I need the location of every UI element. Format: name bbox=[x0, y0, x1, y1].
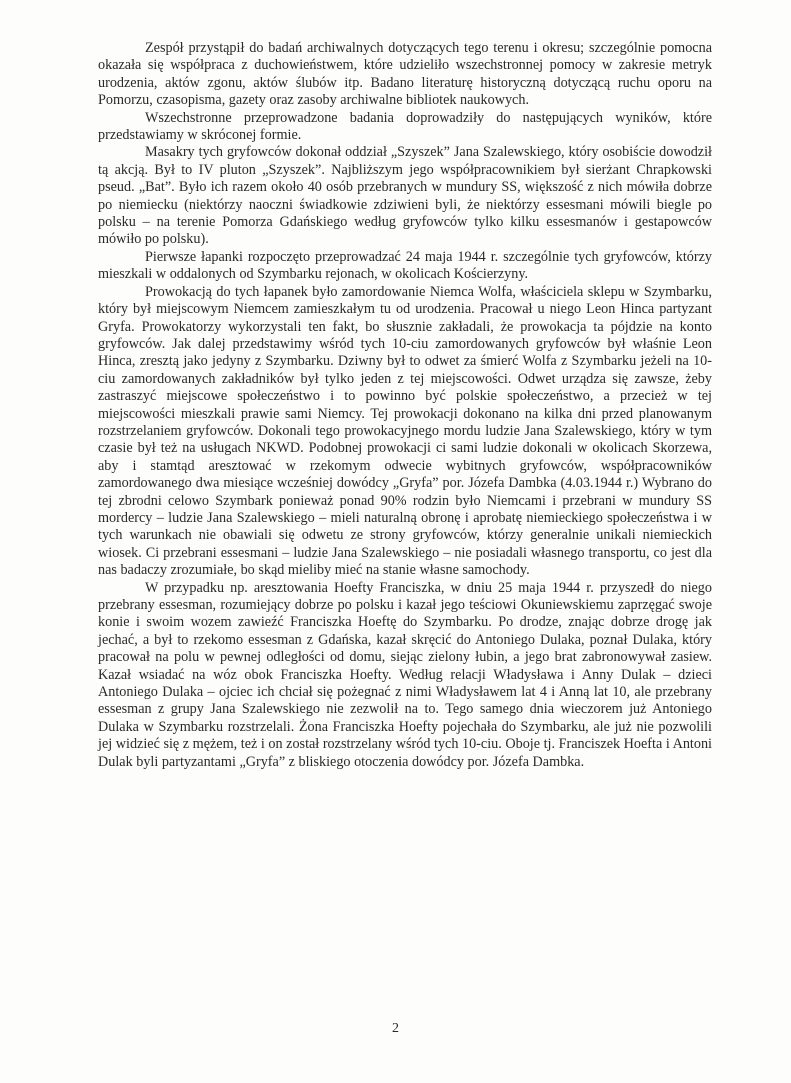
paragraph-hoefta-arrest: W przypadku np. aresztowania Hoefty Franciszka, w dniu 25 maja 1944 r. przyszedł do niego przebrany essesman, rozumiejący dobrze po polsku i kazał jego teściowi Okuniewskiemu zaprzęgać swoje konie i swoim wozem zawieźć Franciszka Hoeftę do Szymbarku. Po drodze, znając dobrze drogę jak jechać, a był to rzekomo essesman z Gdańska, kazał skręcić do Antoniego Dulaka, poznał Dulaka, który pracował na polu w pewnej odległości od domu, siejąc zielony łubin, a jego brat zabronowywał zasiew. Kazał wsiadać na wóz obok Franciszka Hoefty. Według relacji Władysława i Anny Dulak – dzieci Antoniego Dulaka – ojciec ich chciał się pożegnać z nimi Władysławem lat 4 i Anną lat 10, ale przebrany essesman z grupy Jana Szalewskiego nie zezwolił na to. Tego samego dnia wieczorem już Antoniego Dulaka w Szymbarku rozstrzelali. Żona Franciszka Hoefty pojechała do Szymbarku, ale już nie pozwolili jej widzieć się z mężem, też i on został rozstrzelany wśród tych 10-ciu. Oboje tj. Franciszek Hoefta i Antoni Dulak byli partyzantami „Gryfa” z bliskiego otoczenia dowódcy por. Józefa Dambka. bbox=[98, 579, 712, 770]
page-number: 2 bbox=[392, 1021, 399, 1036]
paragraph-results-intro: Wszechstronne przeprowadzone badania doprowadziły do następujących wyników, które przedstawiamy w skróconej formie. bbox=[98, 109, 712, 144]
body-text bbox=[98, 40, 712, 771]
paragraph-szyszek-unit: Masakry tych gryfowców dokonał oddział „Szyszek” Jana Szalewskiego, który osobiście dowodził tą akcją. Był to IV pluton „Szyszek”. Najbliższym jego współpracownikiem był sierżant Chrapkowski pseud. „Bat”. Było ich razem około 40 osób przebranych w mundury SS, większość z nich mówiła dobrze po niemiecku (niektórzy naoczni świadkowie zdziwieni byli, że niektórzy essesmani mówili biegle po polsku – na terenie Pomorza Gdańskiego według gryfowców tylko kilku essesmanów i gestapowców mówiło po polsku). bbox=[98, 144, 712, 248]
paragraph-archival-research: Zespół przystąpił do badań archiwalnych dotyczących tego terenu i okresu; szczególnie pomocna okazała się współpraca z duchowieństwem, które udzieliło wszechstronnej pomocy w zakresie metryk urodzenia, aktów zgonu, aktów ślubów itp. Badano literaturę historyczną dotyczącą ruchu oporu na Pomorzu, czasopisma, gazety oraz zasoby archiwalne bibliotek naukowych. bbox=[98, 40, 712, 109]
paragraph-first-roundups: Pierwsze łapanki rozpoczęto przeprowadzać 24 maja 1944 r. szczególnie tych gryfowców, którzy mieszkali w oddalonych od Szymbarku rejonach, w okolicach Kościerzyny. bbox=[98, 248, 712, 283]
paragraph-provocation: Prowokacją do tych łapanek było zamordowanie Niemca Wolfa, właściciela sklepu w Szymbarku, który był miejscowym Niemcem zamieszkałym tu od urodzenia. Pracował u niego Leon Hinca partyzant Gryfa. Prowokatorzy wykorzystali ten fakt, bo słusznie zakładali, że prowokacja ta pójdzie na konto gryfowców. Jak dalej przedstawimy wśród tych 10-ciu zamordowanych gryfowców był właśnie Leon Hinca, zresztą jako jedyny z Szymbarku. Dziwny był to odwet za śmierć Wolfa z Szymbarku jeżeli na 10-ciu zamordowanych zakładników był tylko jeden z tej miejscowości. Odwet urządza się zawsze, żeby zastraszyć miejscowe społeczeństwo i to powinno być polskie społeczeństwo, a przecież w tej miejscowości mieszkali prawie sami Niemcy. Tej prowokacji dokonano na kilka dni przed planowanym rozstrzelaniem gryfowców. Dokonali tego prowokacyjnego mordu ludzie Jana Szalewskiego, który w tym czasie był też na usługach NKWD. Podobnej prowokacji ci sami ludzie dokonali w okolicach Skorzewa, aby i stamtąd aresztować w rzekomym odwecie wybitnych gryfowców, współpracowników zamordowanego dwa miesiące wcześniej dowódcy „Gryfa” por. Józefa Dambka (4.03.1944 r.) Wybrano do tej zbrodni celowo Szymbark ponieważ ponad 90% rodzin było Niemcami i przebrani w mundury SS mordercy – ludzie Jana Szalewskiego – mieli naturalną obronę i aprobatę niemieckiego społeczeństwa i w tych warunkach nie obawiali się odwetu ze strony gryfowców, którzy generalnie unikali niemieckich wiosek. Ci przebrani essesmani – ludzie Jana Szalewskiego – nie posiadali własnego transportu, co jest dla nas badaczy zrozumiałe, bo skąd mieliby mieć na stanie własne samochody. bbox=[98, 283, 712, 579]
